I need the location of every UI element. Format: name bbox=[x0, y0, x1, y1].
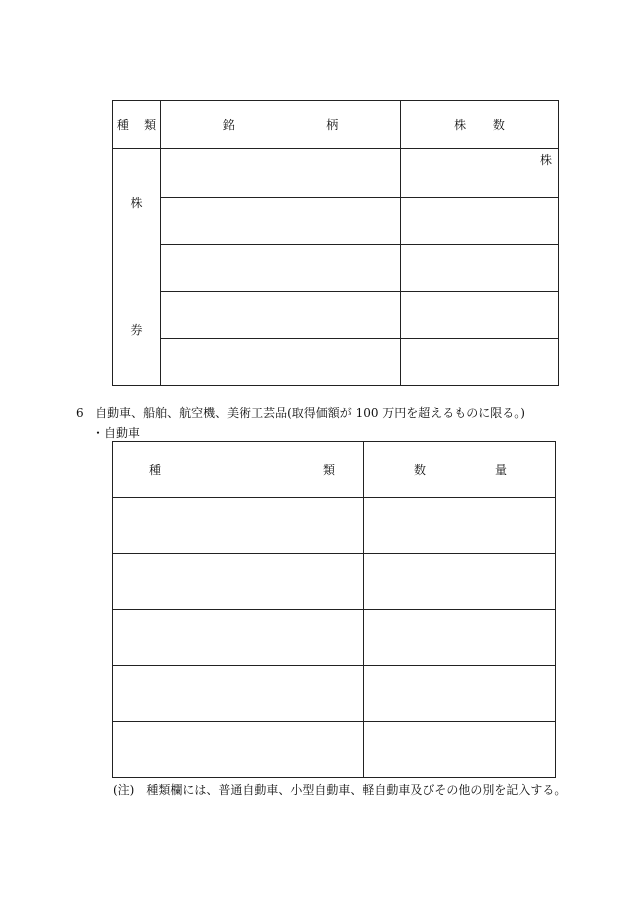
vehicle-quantity-cell[interactable] bbox=[364, 610, 556, 666]
stock-shares-cell[interactable] bbox=[401, 292, 559, 339]
stock-name-header-char-2: 柄 bbox=[326, 118, 339, 132]
stock-kind-header-char-1: 種 bbox=[116, 118, 129, 132]
stock-shares-header-char-1: 株 bbox=[454, 118, 467, 132]
stock-table-header bbox=[113, 101, 559, 149]
vehicle-subheading: ・自動車 bbox=[92, 426, 141, 440]
vehicle-kind-cell[interactable] bbox=[113, 722, 364, 778]
section-6-title: 自動車、船舶、航空機、美術工芸品(取得価額が 100 万円を超えるものに限る。) bbox=[95, 406, 525, 420]
vehicle-kind-cell[interactable] bbox=[113, 554, 364, 610]
stock-kind-header bbox=[113, 101, 161, 149]
footnote-label: (注) bbox=[113, 783, 135, 797]
stock-name-cell[interactable] bbox=[161, 149, 401, 198]
stock-kind-char-1: 株 bbox=[130, 196, 143, 210]
vehicle-quantity-cell[interactable] bbox=[364, 554, 556, 610]
vehicle-table bbox=[112, 441, 556, 778]
footnote-text: 種類欄には、普通自動車、小型自動車、軽自動車及びその他の別を記入する。 bbox=[146, 783, 567, 797]
stock-shares-cell[interactable] bbox=[401, 198, 559, 245]
stock-kind-header-char-2: 類 bbox=[144, 118, 157, 132]
section-6-heading bbox=[76, 404, 525, 421]
stock-row bbox=[113, 339, 559, 386]
stock-row bbox=[113, 198, 559, 245]
vehicle-quantity-header-char-1: 数 bbox=[414, 463, 427, 477]
vehicle-kind-cell[interactable] bbox=[113, 666, 364, 722]
vehicle-row bbox=[113, 666, 556, 722]
stock-name-cell[interactable] bbox=[161, 339, 401, 386]
stock-shares-cell[interactable] bbox=[401, 149, 559, 198]
vehicle-quantity-cell[interactable] bbox=[364, 498, 556, 554]
stock-name-header-char-1: 銘 bbox=[222, 118, 235, 132]
vehicle-quantity-header-char-2: 量 bbox=[494, 463, 507, 477]
stock-name-cell[interactable] bbox=[161, 198, 401, 245]
vehicle-table-header bbox=[113, 442, 556, 498]
vehicle-quantity-cell[interactable] bbox=[364, 722, 556, 778]
footnote bbox=[113, 781, 566, 798]
stock-name-cell[interactable] bbox=[161, 245, 401, 292]
vehicle-row bbox=[113, 610, 556, 666]
shares-unit-label: 株 bbox=[539, 153, 552, 167]
stock-shares-header-char-2: 数 bbox=[492, 118, 505, 132]
vehicle-quantity-header bbox=[364, 442, 556, 498]
stock-kind-cell bbox=[113, 149, 161, 386]
stock-row bbox=[113, 149, 559, 198]
stock-shares-cell[interactable] bbox=[401, 339, 559, 386]
vehicle-row bbox=[113, 722, 556, 778]
stock-name-cell[interactable] bbox=[161, 292, 401, 339]
vehicle-row bbox=[113, 498, 556, 554]
vehicle-kind-header-char-2: 類 bbox=[322, 463, 335, 477]
stock-kind-char-2: 券 bbox=[130, 323, 143, 337]
stock-row bbox=[113, 245, 559, 292]
stock-shares-header bbox=[401, 101, 559, 149]
stock-table bbox=[112, 100, 559, 386]
stock-name-header bbox=[161, 101, 401, 149]
vehicle-kind-header-char-1: 種 bbox=[149, 463, 162, 477]
section-6-number: 6 bbox=[76, 406, 84, 420]
vehicle-kind-header bbox=[113, 442, 364, 498]
vehicle-kind-cell[interactable] bbox=[113, 610, 364, 666]
stock-row bbox=[113, 292, 559, 339]
vehicle-row bbox=[113, 554, 556, 610]
vehicle-kind-cell[interactable] bbox=[113, 498, 364, 554]
stock-shares-cell[interactable] bbox=[401, 245, 559, 292]
vehicle-quantity-cell[interactable] bbox=[364, 666, 556, 722]
